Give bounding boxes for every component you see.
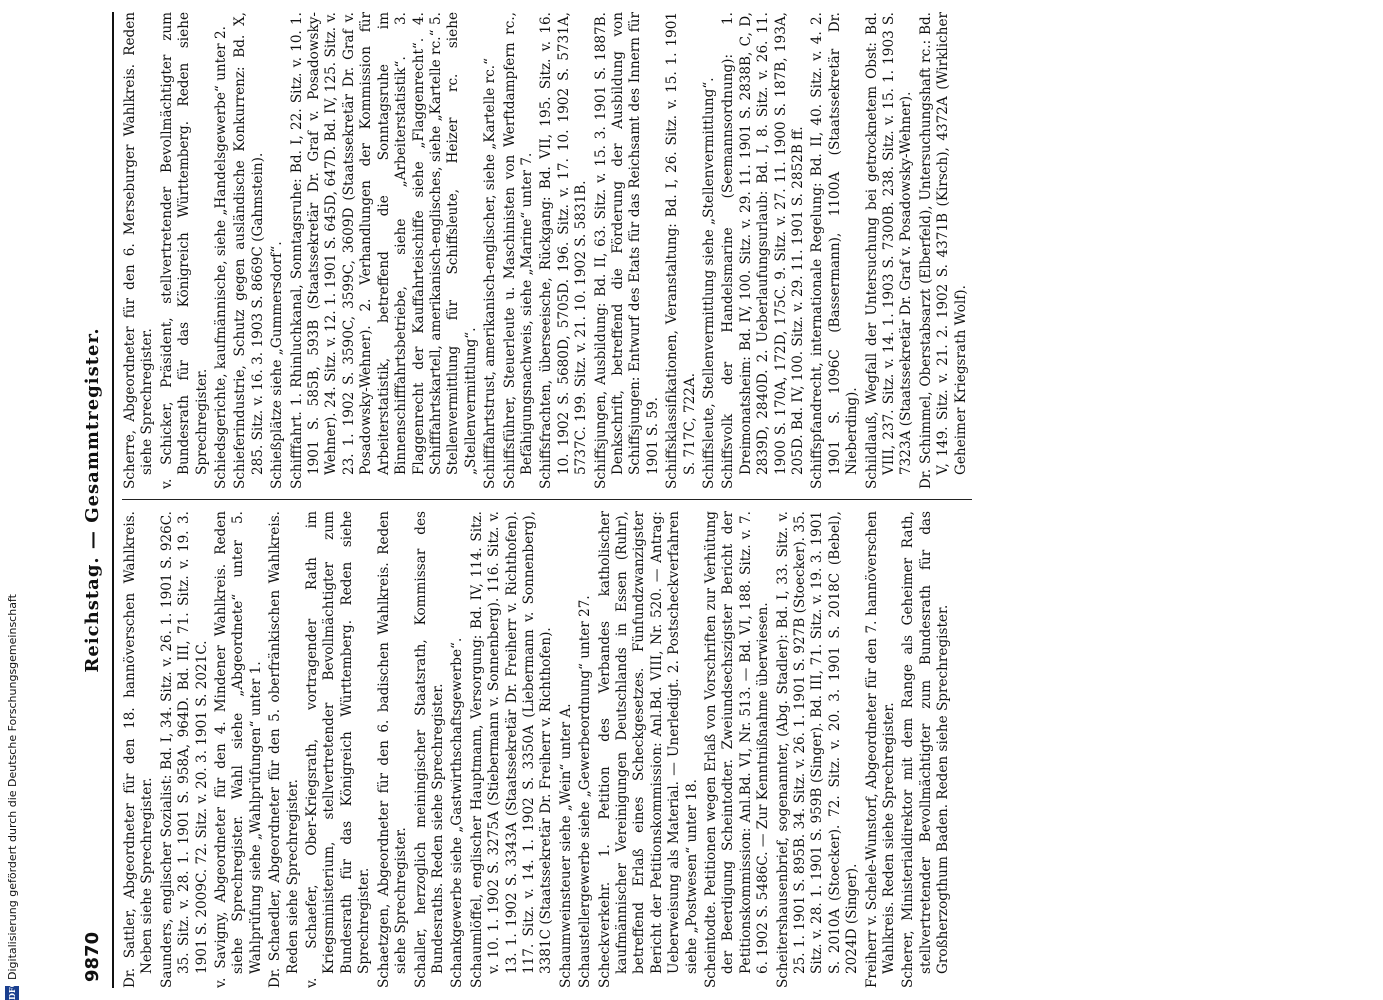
register-entry: Dr. Schaedler, Abgeordneter für den 5. oberfränkischen Wahlkreis. Reden siehe Sprechregister. — [267, 511, 301, 988]
register-entry: Schiffsfrachten, überseeische, Rückgang: Bd. VII, 195. Sitz. v. 16. 10. 1902 S. 5680D, 5705D. 196. Sitz. v. 17. 10. 1902 S. 5731A, 5737C. 199. Sitz. v. 21. 10. 1902 S. 5831B. — [538, 12, 590, 489]
register-entry: Schiffsklassifikationen, Veranstaltung: Bd. I, 26. Sitz. v. 15. 1. 1901 S. 717C, 722A. — [664, 12, 698, 489]
right-column — [122, 12, 972, 489]
register-entry: Dr. Sattler, Abgeordneter für den 18. hannöverschen Wahlkreis. Neben siehe Sprechregister. — [122, 511, 156, 988]
register-entry: Schankgewerbe siehe „Gastwirthschaftsgewerbe“. — [449, 637, 466, 988]
credit-bar — [0, 0, 24, 1000]
register-entry: Scheitershausenbrief, sogenannter, (Abg. Stadler): Bd. I, 33. Sitz. v. 25. 1. 1901 S. 895B. 34. Sitz. v. 26. 1. 1901 S. 927B (Stoecker). 35. Sitz. v. 28. 1. 1901 S. 959B (Singer). Bd. III, 71. Sitz. v. 19. 3. 1901 S. 2010A (Stoecker). 72. Sitz. v. 20. 3. 1901 S. 2018C (Bebel), 2024D (Singer). — [774, 511, 861, 988]
register-entry: Schaller, herzoglich meiningischer Staatsrath, Kommissar des Bundesraths. Reden siehe Sprechregister. — [412, 511, 446, 988]
credit-text: Digitalisierung gefördert durch die Deutsche Forschungsgemeinschaft — [5, 594, 19, 980]
register-entry: Schaumweinsteuer siehe „Wein“ unter A. — [557, 703, 574, 988]
register-entry: Schiffsführer, Steuerleute u. Maschinisten von Werftdampfern rc., Befähigungsnachweis, siehe „Marine“ unter 7. — [501, 12, 535, 489]
register-entry: Schiedsgerichte, kaufmännische, siehe „Handelsgewerbe“ unter 2. — [213, 26, 230, 489]
document-page — [70, 0, 1360, 1000]
register-entry: Schiffspfandrecht, internationale Regelung: Bd. II, 40. Sitz. v. 4. 2. 1901 S. 1096C (Bassermann), 1100A (Staatssekretär Dr. Nieberding). — [809, 12, 861, 489]
register-entry: Schaustellergewerbe siehe „Gewerbeordnung“ unter 27. — [577, 595, 594, 988]
register-entry: Schiffsjungen, Ausbildung: Bd. II, 63. Sitz. v. 15. 3. 1901 S. 1887B. Denkschrift, betreffend die Förderung der Ausbildung von Schiffsjungen: Entwurf des Etats für das Reichsamt des Innern für 1901 S. 59. — [592, 12, 661, 489]
register-entry: Schieferindustrie, Schutz gegen ausländische Konkurrenz: Bd. X, 285. Sitz. v. 16. 3. 1903 S. 8669C (Gahmstein). — [232, 12, 266, 489]
register-entry: Schiffsleute, Stellenvermittlung siehe „Stellenvermittlung“. — [701, 77, 717, 489]
register-entry: Schildlauß, Wegfall der Untersuchung bei getrocknetem Obst: Bd. VIII, 237. Sitz. v. 14. 1. 1903 S. 7300B. 238. Sitz. v. 15. 1. 1903 S. 7323A (Staatssekretär Dr. Graf v. Posadowsky-Wehner). — [863, 12, 915, 489]
column-divider — [122, 499, 972, 500]
page-number: 9870 — [82, 931, 103, 982]
register-entry: Schießplätze siehe „Gummersdorf“. — [269, 241, 286, 489]
register-entry: Scherre, Abgeordneter für den 6. Merseburger Wahlkreis. Reden siehe Sprechregister. — [122, 12, 156, 489]
register-entry: Saunders, englischer Sozialist: Bd. I, 34. Sitz. v. 26. 1. 1901 S. 926C. 35. Sitz. v. 28. 1. 1901 S. 958A, 964D. Bd. III, 71. Sitz. v. 19. 3. 1901 S. 2009C. 72. Sitz. v. 20. 3. 1901 S. 2021C. — [158, 511, 210, 988]
register-entry: Schifffahrt. 1. Rhinluchkanal, Sonntagsruhe: Bd. I, 22. Sitz. v. 10. 1. 1901 S. 585B, 593B (Staatssekretär Dr. Graf v. Posadowsky-Wehner). 24. Sitz. v. 12. 1. 1901 S. 645D, 647D. Bd. IV, 125. Sitz. v. 23. 1. 1902 S. 3590C, 3599C, 3609D (Staatssekretär Dr. Graf v. Posadowsky-Wehner). 2. Verhandlungen der Kommission für Arbeiterstatistik, betreffend die Sonntagsruhe im Binnenschifffahrtsbetriebe, siehe „Arbeiterstatistik“. 3. Flaggenrecht der Kauffahrteischiffe siehe „Flaggenrecht“. 4. Schifffahrtskartell, amerikanisch-englisches, siehe „Kartelle rc.“ 5. Stellenvermittlung für Schiffsleute, Heizer rc. siehe „Stellenvermittlung“. — [288, 12, 479, 489]
register-entry: v. Savigny, Abgeordneter für den 4. Mindener Wahlkreis. Reden siehe Sprechregister. Wahl siehe „Abgeordnete“ unter 5. Wahlprüfung siehe „Wahlprüfungen“ unter 1. — [213, 511, 264, 988]
register-entry: Freiherr v. Schele-Wunstorf, Abgeordneter für den 7. hannöverschen Wahlkreis. Reden siehe Sprechregister. — [863, 511, 898, 988]
register-entry: Schiffsvolk der Handelsmarine (Seemannsordnung): 1. Dreimonatsheim: Bd. IV, 100. Sitz. v. 29. 11. 1901 S. 2838B, C, D, 2839D, 2840D. 2. Ueberlaufungsurlaub: Bd. I, 8. Sitz. v. 26. 11. 1900 S. 170A, 172D, 175C. 9. Sitz. v. 27. 11. 1900 S. 187B, 193A, 205D. Bd. IV, 100. Sitz. v. 29. 11. 1901 S. 2852B ff. — [720, 12, 807, 489]
register-entry: Schifffahrtstrust, amerikanisch-englischer, siehe „Kartelle rc.“ — [482, 57, 499, 489]
register-entry: Scherer, Ministerialdirektor mit dem Range als Geheimer Rath, stellvertretender Bevollmächtigter zum Bundesrath für das Großherzogthum Baden. Reden siehe Sprechregister. — [900, 511, 952, 988]
rotated-page — [70, 0, 1370, 1000]
register-entry: Scheckverkehr. 1. Petition des Verbandes katholischer kaufmännischer Vereinigungen Deutschlands in Essen (Ruhr), betreffend Erlaß eines Scheckgesetzes. Fünfundzwanzigster Bericht der Petitionskommission: Anl.Bd. VIII, Nr. 520. — Antrag: Ueberweisung als Material. — Unerledigt. 2. Postscheckverfahren siehe „Postwesen“ unter 18. — [596, 511, 700, 988]
register-entry: Schaumlöffel, englischer Hauptmann, Versorgung: Bd. IV, 114. Sitz. v. 10. 1. 1902 S. 3275A (Stiebermann v. Sonnenberg). 116. Sitz. v. 13. 1. 1902 S. 3343A (Staatssekretär Dr. Freiherr v. Richthofen). 117. Sitz. v. 14. 1. 1902 S. 3350A (Liebermann v. Sonnenberg), 3381C (Staatssekretär Dr. Freiherr v. Richthofen). — [468, 511, 555, 988]
two-column-body — [122, 12, 972, 988]
register-entry: v. Schicker, Präsident, stellvertretender Bevollmächtigter zum Bundesrath für das Königreich Württemberg. Reden siehe Sprechregister. — [158, 12, 210, 489]
register-entry: v. Schaefer, Ober-Kriegsrath, vortragender Rath im Kriegsministerium, stellvertretender Bevollmächtigter zum Bundesrath für das Königreich Württemberg. Reden siehe Sprechregister. — [304, 511, 373, 988]
register-entry: Dr. Schimmel, Oberstabsarzt (Elberfeld), Untersuchungshaft rc.: Bd. V, 149. Sitz. v. 21. 2. 1902 S. 4371B (Kirsch), 4372A (Wirklicher Geheimer Kriegsrath Wolf). — [917, 12, 969, 489]
register-entry: Schaetzgen, Abgeordneter für den 6. badischen Wahlkreis. Reden siehe Sprechregister. — [375, 511, 410, 988]
left-column — [122, 511, 972, 988]
dfg-logo-icon: DFG — [7, 980, 17, 1000]
register-entry: Scheintodte. Petitionen wegen Erlaß von Vorschriften zur Verhütung der Beerdigung Scheintodter. Zweiundsechszigster Bericht der Petitionskommission: Anl.Bd. VI, Nr. 513. — Bd. VI, 188. Sitz. v. 7. 6. 1902 S. 5486C. — Zur Kenntnißnahme überwiesen. — [703, 511, 772, 988]
page-header — [78, 12, 114, 988]
running-head: Reichstag. — Gesammtregister. — [82, 327, 103, 673]
